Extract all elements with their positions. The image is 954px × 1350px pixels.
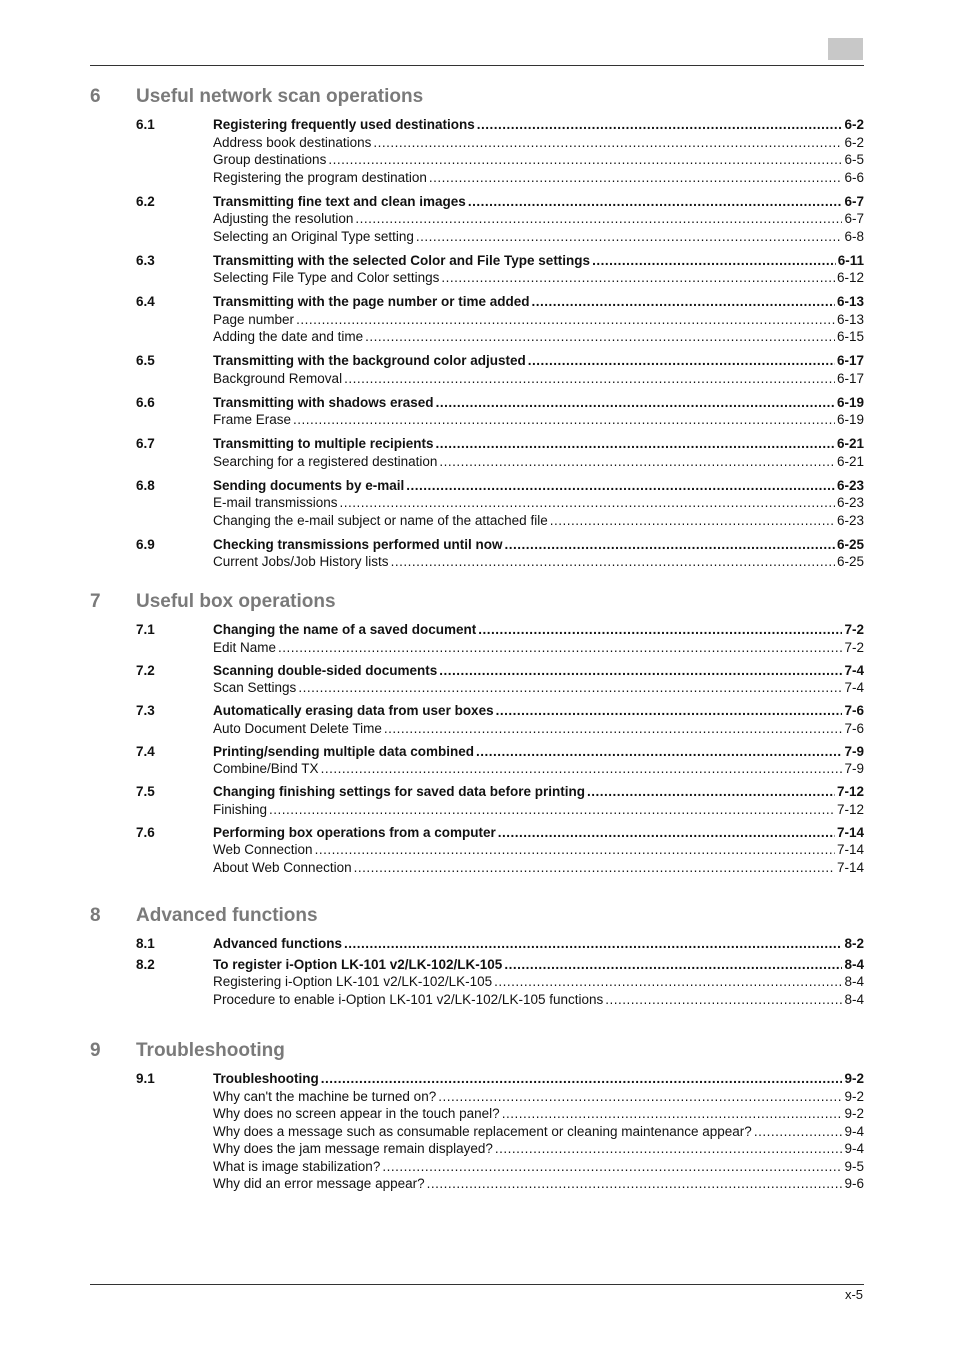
- subsection-page: 6-15: [836, 329, 864, 344]
- subsection-page: 9-4: [844, 1141, 864, 1156]
- footer-rule: [90, 1284, 864, 1285]
- subsection-page: 6-23: [836, 495, 864, 510]
- toc-subsection-row[interactable]: [136, 1088, 864, 1106]
- subsection-page: 6-25: [836, 554, 864, 569]
- dot-leader: [373, 134, 842, 152]
- subsection-title: Combine/Bind TX: [213, 761, 319, 776]
- section-number: 6.8: [136, 477, 155, 493]
- chapter-number: 9: [90, 1040, 101, 1061]
- section-number: 7.6: [136, 824, 155, 840]
- toc-section-row[interactable]: [136, 935, 864, 953]
- toc-subsection-row[interactable]: [136, 720, 864, 738]
- subsection-page: 6-7: [844, 211, 864, 226]
- section-number: 6.1: [136, 117, 155, 132]
- chapter-number: 7: [90, 591, 101, 612]
- section-title: Scanning double-sided documents: [213, 662, 438, 678]
- dot-leader: [406, 477, 835, 495]
- section-title: Transmitting with the page number or time added: [213, 294, 530, 309]
- toc-section: [136, 662, 864, 697]
- toc-section-row[interactable]: [136, 536, 864, 554]
- toc-section-row[interactable]: [136, 477, 864, 495]
- toc-section-row[interactable]: [136, 293, 864, 311]
- section-page: 7-6: [844, 703, 864, 718]
- toc-subsection-row[interactable]: [136, 328, 864, 346]
- dot-leader: [498, 824, 835, 842]
- section-number: 7.2: [136, 662, 155, 678]
- dot-leader: [269, 801, 835, 819]
- toc-subsection-row[interactable]: [136, 801, 864, 819]
- dot-leader: [328, 151, 842, 169]
- toc-section: [136, 435, 864, 470]
- section-title: Printing/sending multiple data combined: [213, 743, 475, 759]
- subsection-title: Selecting File Type and Color settings: [213, 270, 440, 285]
- toc-subsection-row[interactable]: [136, 370, 864, 388]
- subsection-page: 7-12: [836, 801, 864, 817]
- toc-section-row[interactable]: [136, 193, 864, 211]
- subsection-title: Finishing: [213, 801, 268, 817]
- dot-leader: [427, 1175, 843, 1193]
- section-number: 7.3: [136, 703, 155, 718]
- dot-leader: [344, 935, 842, 953]
- subsection-title: Background Removal: [213, 370, 343, 386]
- toc-subsection-row[interactable]: [136, 553, 864, 571]
- section-title: Advanced functions: [213, 936, 343, 951]
- section-title: To register i-Option LK-101 v2/LK-102/LK-105: [213, 956, 503, 972]
- toc-subsection-row[interactable]: [136, 841, 864, 859]
- section-title: Performing box operations from a computer: [213, 824, 496, 840]
- subsection-title: E-mail transmissions: [213, 495, 338, 510]
- section-title: Changing finishing settings for saved data before printing: [213, 784, 586, 799]
- toc-section-row[interactable]: [136, 252, 864, 270]
- section-title: Sending documents by e-mail: [213, 477, 405, 493]
- dot-leader: [436, 394, 835, 412]
- subsection-title: Group destinations: [213, 152, 327, 167]
- section-page: 7-4: [844, 662, 864, 678]
- subsection-title: Why did an error message appear?: [213, 1176, 425, 1191]
- subsection-title: Adding the date and time: [213, 329, 364, 344]
- header-tab-marker: [828, 38, 863, 60]
- toc-subsection-row[interactable]: [136, 210, 864, 228]
- toc-section: [136, 116, 864, 186]
- toc-subsection-row[interactable]: [136, 494, 864, 512]
- dot-leader: [587, 783, 835, 801]
- subsection-title: Current Jobs/Job History lists: [213, 554, 389, 569]
- subsection-title: Frame Erase: [213, 412, 292, 427]
- toc-section-row[interactable]: [136, 1070, 864, 1088]
- section-page: 6-23: [836, 477, 864, 493]
- dot-leader: [315, 841, 835, 859]
- section-number: 6.2: [136, 193, 155, 209]
- toc-section-row[interactable]: [136, 352, 864, 370]
- toc-section-row[interactable]: [136, 394, 864, 412]
- toc-subsection-row[interactable]: [136, 228, 864, 246]
- chapter-number: 8: [90, 905, 101, 926]
- subsection-title: Scan Settings: [213, 680, 297, 695]
- dot-leader: [321, 1070, 843, 1088]
- subsection-page: 7-14: [836, 859, 864, 875]
- section-title: Transmitting to multiple recipients: [213, 436, 434, 451]
- section-page: 7-12: [836, 784, 864, 799]
- toc-section: [136, 621, 864, 656]
- toc-section: [136, 352, 864, 387]
- dot-leader: [468, 193, 843, 211]
- subsection-page: 9-2: [844, 1106, 864, 1121]
- section-page: 7-9: [844, 743, 864, 759]
- section-page: 6-2: [844, 117, 864, 132]
- subsection-title: Why does a message such as consumable replacement or cleaning maintenance appear?: [213, 1123, 752, 1139]
- dot-leader: [298, 679, 842, 697]
- dot-leader: [293, 411, 835, 429]
- chapter-heading: [90, 591, 864, 617]
- subsection-title: Why does the jam message remain displayed?: [213, 1141, 493, 1156]
- subsection-title: Why can't the machine be turned on?: [213, 1088, 437, 1104]
- toc-subsection-row[interactable]: [136, 453, 864, 471]
- dot-leader: [321, 760, 843, 778]
- dot-leader: [477, 116, 843, 134]
- subsection-title: Page number: [213, 311, 295, 327]
- toc-subsection-row[interactable]: [136, 169, 864, 187]
- subsection-page: 7-9: [844, 761, 864, 776]
- section-title: Automatically erasing data from user boxes: [213, 703, 494, 718]
- section-page: 7-14: [836, 824, 864, 840]
- subsection-page: 6-8: [844, 228, 864, 244]
- section-title: Transmitting with the selected Color and File Type settings: [213, 252, 591, 268]
- chapter-1: [90, 591, 864, 876]
- dot-leader: [429, 169, 843, 187]
- toc-section: [136, 824, 864, 877]
- dot-leader: [439, 662, 842, 680]
- section-title: Transmitting fine text and clean images: [213, 193, 466, 209]
- subsection-title: Why does no screen appear in the touch panel?: [213, 1106, 500, 1121]
- toc-section-row[interactable]: [136, 783, 864, 801]
- section-number: 7.5: [136, 784, 155, 799]
- subsection-title: What is image stabilization?: [213, 1158, 381, 1174]
- subsection-title: Registering i-Option LK-101 v2/LK-102/LK-105: [213, 974, 493, 989]
- section-page: 6-13: [836, 294, 864, 309]
- subsection-page: 6-13: [836, 311, 864, 327]
- section-number: 7.4: [136, 743, 155, 759]
- dot-leader: [496, 702, 843, 720]
- chapter-title: Troubleshooting: [136, 1040, 285, 1061]
- section-page: 6-19: [836, 394, 864, 410]
- toc-subsection-row[interactable]: [136, 1175, 864, 1193]
- toc-subsection-row[interactable]: [136, 512, 864, 530]
- subsection-title: Adjusting the resolution: [213, 211, 354, 226]
- toc-section: [136, 536, 864, 571]
- dot-leader: [592, 252, 836, 270]
- dot-leader: [340, 494, 835, 512]
- dot-leader: [436, 435, 835, 453]
- subsection-page: 6-12: [836, 270, 864, 285]
- subsection-page: 9-5: [844, 1158, 864, 1174]
- section-number: 6.5: [136, 353, 155, 368]
- toc-subsection-row[interactable]: [136, 639, 864, 657]
- toc-section: [136, 702, 864, 737]
- dot-leader: [532, 293, 835, 311]
- chapter-0: [90, 86, 864, 571]
- toc-section-row[interactable]: [136, 662, 864, 680]
- page-number: x-5: [844, 1287, 863, 1302]
- dot-leader: [354, 859, 835, 877]
- dot-leader: [365, 328, 835, 346]
- section-page: 7-2: [844, 622, 864, 637]
- subsection-page: 9-4: [844, 1123, 864, 1139]
- toc-section: [136, 252, 864, 287]
- toc-section: [136, 783, 864, 818]
- subsection-page: 6-21: [836, 453, 864, 469]
- dot-leader: [550, 512, 835, 530]
- subsection-title: About Web Connection: [213, 859, 352, 875]
- dot-leader: [528, 352, 835, 370]
- chapter-heading: [90, 1040, 864, 1066]
- dot-leader: [278, 639, 842, 657]
- subsection-page: 6-5: [844, 152, 864, 167]
- subsection-title: Procedure to enable i-Option LK-101 v2/LK-102/LK-105 functions: [213, 991, 604, 1007]
- dot-leader: [438, 1088, 842, 1106]
- section-number: 6.7: [136, 436, 155, 451]
- toc-subsection-row[interactable]: [136, 973, 864, 991]
- section-title: Transmitting with the background color adjusted: [213, 353, 526, 368]
- section-page: 9-2: [844, 1071, 864, 1086]
- chapter-2: [90, 905, 864, 1008]
- section-page: 6-7: [844, 193, 864, 209]
- toc-subsection-row[interactable]: [136, 1105, 864, 1123]
- section-number: 8.2: [136, 956, 155, 972]
- toc-section-row[interactable]: [136, 116, 864, 134]
- toc-subsection-row[interactable]: [136, 679, 864, 697]
- section-page: 6-25: [836, 536, 864, 552]
- subsection-title: Address book destinations: [213, 134, 372, 150]
- dot-leader: [505, 536, 835, 554]
- toc-section: [136, 956, 864, 1009]
- toc-section: [136, 743, 864, 778]
- toc-subsection-row[interactable]: [136, 760, 864, 778]
- subsection-title: Auto Document Delete Time: [213, 720, 382, 736]
- dot-leader: [605, 991, 842, 1009]
- subsection-title: Selecting an Original Type setting: [213, 228, 414, 244]
- dot-leader: [382, 1158, 842, 1176]
- dot-leader: [296, 311, 835, 329]
- subsection-page: 8-4: [844, 974, 864, 989]
- toc-section: [136, 293, 864, 346]
- dot-leader: [754, 1123, 843, 1141]
- dot-leader: [355, 210, 842, 228]
- subsection-page: 9-6: [844, 1176, 864, 1191]
- subsection-page: 7-14: [836, 842, 864, 857]
- toc-subsection-row[interactable]: [136, 991, 864, 1009]
- section-number: 6.6: [136, 394, 155, 410]
- toc-section-row[interactable]: [136, 824, 864, 842]
- toc-section-row[interactable]: [136, 956, 864, 974]
- section-page: 6-11: [837, 252, 864, 268]
- toc-subsection-row[interactable]: [136, 269, 864, 287]
- subsection-page: 6-17: [836, 370, 864, 386]
- subsection-page: 6-19: [836, 412, 864, 427]
- section-title: Registering frequently used destinations: [213, 117, 475, 132]
- toc-subsection-row[interactable]: [136, 1158, 864, 1176]
- section-number: 6.9: [136, 536, 155, 552]
- subsection-title: Changing the e-mail subject or name of the attached file: [213, 512, 548, 528]
- dot-leader: [502, 1105, 843, 1123]
- subsection-page: 7-4: [844, 680, 864, 695]
- subsection-page: 7-2: [844, 639, 864, 655]
- chapter-title: Useful network scan operations: [136, 86, 424, 107]
- chapter-title: Useful box operations: [136, 591, 336, 612]
- chapter-3: [90, 1040, 864, 1193]
- toc-section-row[interactable]: [136, 621, 864, 639]
- toc-subsection-row[interactable]: [136, 151, 864, 169]
- chapter-heading: [90, 86, 864, 112]
- section-page: 6-21: [836, 436, 864, 451]
- section-number: 6.3: [136, 252, 155, 268]
- section-title: Transmitting with shadows erased: [213, 394, 434, 410]
- dot-leader: [416, 228, 843, 246]
- subsection-page: 9-2: [844, 1088, 864, 1104]
- dot-leader: [441, 269, 835, 287]
- toc-section: [136, 935, 864, 953]
- section-number: 7.1: [136, 622, 155, 637]
- toc-subsection-row[interactable]: [136, 311, 864, 329]
- dot-leader: [344, 370, 835, 388]
- toc-subsection-row[interactable]: [136, 134, 864, 152]
- toc-subsection-row[interactable]: [136, 859, 864, 877]
- section-title: Troubleshooting: [213, 1071, 319, 1086]
- dot-leader: [504, 956, 842, 974]
- toc-section-row[interactable]: [136, 743, 864, 761]
- toc-section-row[interactable]: [136, 435, 864, 453]
- subsection-page: 8-4: [844, 991, 864, 1007]
- dot-leader: [476, 743, 842, 761]
- toc-subsection-row[interactable]: [136, 1123, 864, 1141]
- section-number: 9.1: [136, 1071, 155, 1086]
- subsection-page: 7-6: [844, 720, 864, 736]
- toc-subsection-row[interactable]: [136, 411, 864, 429]
- section-number: 6.4: [136, 294, 155, 309]
- section-page: 8-4: [844, 956, 864, 972]
- subsection-title: Registering the program destination: [213, 169, 427, 185]
- dot-leader: [439, 453, 835, 471]
- toc-section: [136, 477, 864, 530]
- section-number: 8.1: [136, 936, 155, 951]
- chapter-heading: [90, 905, 864, 931]
- toc-section: [136, 193, 864, 246]
- dot-leader: [494, 973, 842, 991]
- subsection-page: 6-6: [844, 169, 864, 185]
- dot-leader: [478, 621, 842, 639]
- section-title: Checking transmissions performed until now: [213, 536, 503, 552]
- chapter-number: 6: [90, 86, 101, 107]
- section-page: 8-2: [844, 936, 864, 951]
- toc-section-row[interactable]: [136, 702, 864, 720]
- subsection-page: 6-2: [844, 134, 864, 150]
- dot-leader: [495, 1140, 843, 1158]
- section-title: Changing the name of a saved document: [213, 622, 477, 637]
- dot-leader: [391, 553, 835, 571]
- toc-section: [136, 394, 864, 429]
- subsection-title: Searching for a registered destination: [213, 453, 438, 469]
- toc-subsection-row[interactable]: [136, 1140, 864, 1158]
- toc-section: [136, 1070, 864, 1193]
- section-page: 6-17: [836, 353, 864, 368]
- subsection-title: Web Connection: [213, 842, 313, 857]
- chapter-title: Advanced functions: [136, 905, 318, 926]
- header-rule: [90, 65, 864, 66]
- dot-leader: [384, 720, 843, 738]
- subsection-title: Edit Name: [213, 639, 277, 655]
- subsection-page: 6-23: [836, 512, 864, 528]
